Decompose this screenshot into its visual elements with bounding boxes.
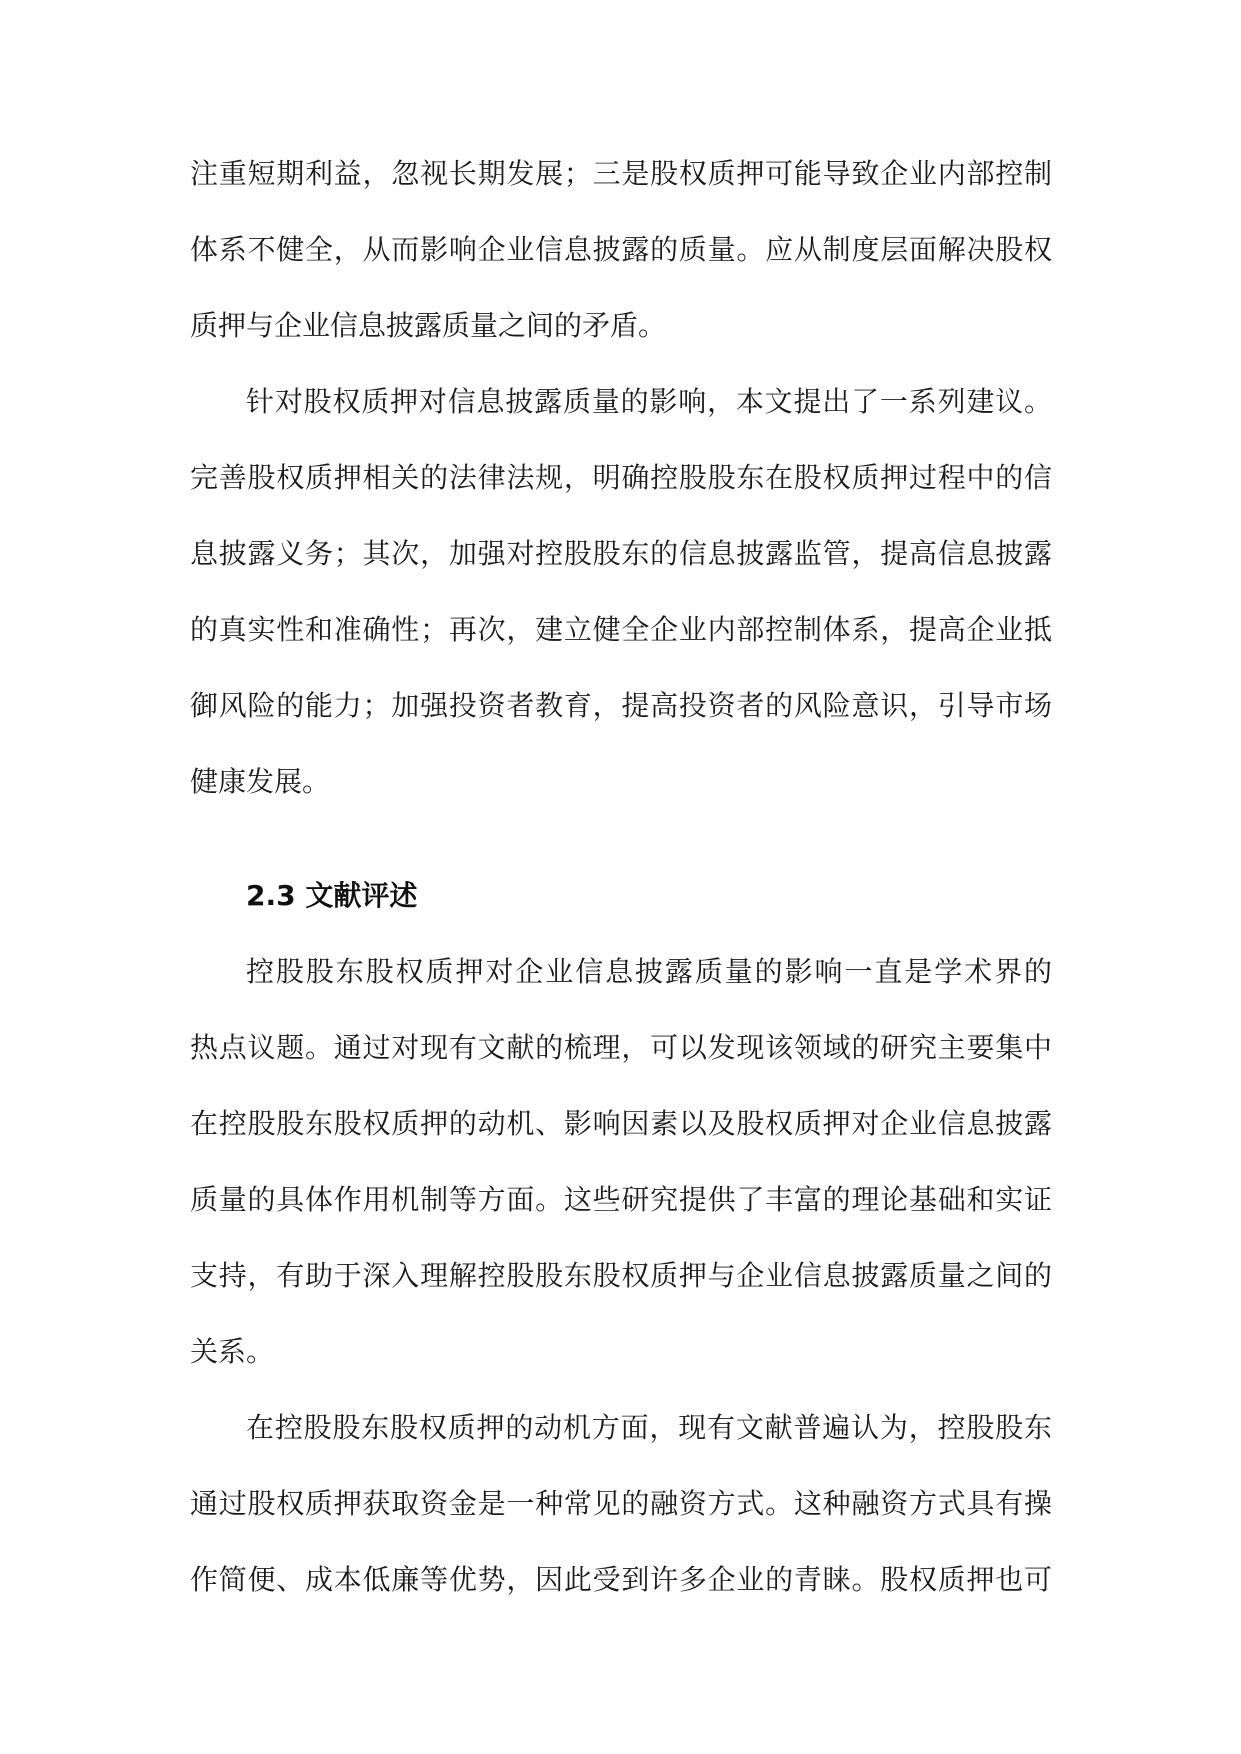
paragraph-pledge-motivation [190, 1396, 1052, 1624]
text-line: 的真实性和准确性；再次，建立健全企业内部控制体系，提高企业抵 [190, 613, 1052, 646]
text-line: 体系不健全，从而影响企业信息披露的质量。应从制度层面解决股权 [190, 233, 1052, 266]
text-line: 健康发展。 [190, 765, 331, 798]
text-line: 作简便、成本低廉等优势，因此受到许多企业的青睐。股权质押也可 [190, 1563, 1052, 1596]
text-line: 息披露义务；其次，加强对控股股东的信息披露监管，提高信息披露 [190, 537, 1052, 570]
text-line: 御风险的能力；加强投资者教育，提高投资者的风险意识，引导市场 [190, 689, 1052, 722]
text-line: 质量的具体作用机制等方面。这些研究提供了丰富的理论基础和实证 [190, 1183, 1052, 1216]
text-line: 完善股权质押相关的法律法规，明确控股股东在股权质押过程中的信 [190, 461, 1052, 494]
text-line: 控股股东股权质押对企业信息披露质量的影响一直是学术界的 [246, 955, 1052, 988]
document-body [190, 142, 1052, 1624]
paragraph-literature-overview [190, 940, 1052, 1396]
text-line: 通过股权质押获取资金是一种常见的融资方式。这种融资方式具有操 [190, 1487, 1052, 1520]
text-line: 针对股权质押对信息披露质量的影响，本文提出了一系列建议。 [246, 385, 1052, 418]
text-line: 支持，有助于深入理解控股股东股权质押与企业信息披露质量之间的 [190, 1259, 1052, 1292]
text-line: 在控股股东股权质押的动机、影响因素以及股权质押对企业信息披露 [190, 1107, 1052, 1140]
text-line: 在控股股东股权质押的动机方面，现有文献普遍认为，控股股东 [246, 1411, 1052, 1444]
text-line: 注重短期利益，忽视长期发展；三是股权质押可能导致企业内部控制 [190, 157, 1052, 190]
text-line: 质押与企业信息披露质量之间的矛盾。 [190, 309, 667, 342]
text-line: 热点议题。通过对现有文献的梳理，可以发现该领域的研究主要集中 [190, 1031, 1052, 1064]
section-heading: 2.3 文献评述 [246, 879, 418, 912]
section-spacer [190, 826, 1052, 864]
text-line: 关系。 [190, 1335, 275, 1368]
paragraph-recommendations [190, 370, 1052, 826]
paragraph-continuation [190, 142, 1052, 370]
